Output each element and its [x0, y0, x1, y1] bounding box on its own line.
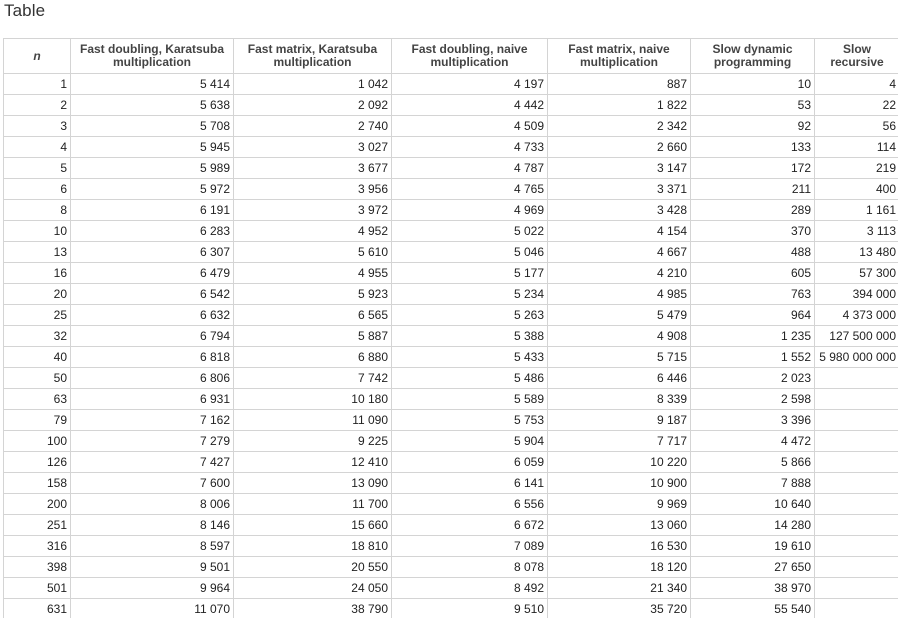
cell-fast-doubling-naive: 5 046: [392, 242, 548, 263]
cell-fast-matrix-naive: 3 147: [548, 158, 691, 179]
cell-fast-doubling-naive: 4 509: [392, 116, 548, 137]
cell-fast-matrix-naive: 21 340: [548, 578, 691, 599]
table-row: [4, 305, 899, 326]
cell-fast-matrix-karatsuba: 11 700: [234, 494, 392, 515]
table-row: [4, 557, 899, 578]
cell-fast-matrix-naive: 10 220: [548, 452, 691, 473]
cell-fast-doubling-naive: 6 556: [392, 494, 548, 515]
cell-fast-doubling-naive: 4 787: [392, 158, 548, 179]
cell-fast-doubling-naive: 5 486: [392, 368, 548, 389]
cell-fast-matrix-karatsuba: 10 180: [234, 389, 392, 410]
cell-n: 50: [4, 368, 71, 389]
table-row: [4, 242, 899, 263]
cell-slow-dynamic-programming: 19 610: [691, 536, 815, 557]
cell-fast-doubling-naive: 9 510: [392, 599, 548, 618]
cell-fast-doubling-karatsuba: 6 542: [71, 284, 234, 305]
cell-fast-doubling-karatsuba: 5 638: [71, 95, 234, 116]
cell-n: 40: [4, 347, 71, 368]
table-container[interactable]: [3, 38, 898, 618]
cell-fast-matrix-naive: 35 720: [548, 599, 691, 618]
cell-fast-matrix-karatsuba: 4 952: [234, 221, 392, 242]
cell-slow-dynamic-programming: 289: [691, 200, 815, 221]
cell-fast-matrix-karatsuba: 18 810: [234, 536, 392, 557]
cell-slow-dynamic-programming: 53: [691, 95, 815, 116]
cell-slow-dynamic-programming: 92: [691, 116, 815, 137]
cell-fast-matrix-naive: 2 342: [548, 116, 691, 137]
cell-n: 16: [4, 263, 71, 284]
cell-slow-dynamic-programming: 964: [691, 305, 815, 326]
cell-slow-dynamic-programming: 605: [691, 263, 815, 284]
cell-fast-doubling-karatsuba: 9 501: [71, 557, 234, 578]
cell-fast-doubling-naive: 8 492: [392, 578, 548, 599]
table-row: [4, 284, 899, 305]
cell-n: 6: [4, 179, 71, 200]
cell-fast-matrix-karatsuba: 24 050: [234, 578, 392, 599]
cell-slow-recursive: 22: [815, 95, 899, 116]
cell-fast-doubling-karatsuba: 8 146: [71, 515, 234, 536]
cell-fast-doubling-karatsuba: 11 070: [71, 599, 234, 618]
cell-fast-doubling-naive: 5 022: [392, 221, 548, 242]
cell-n: 100: [4, 431, 71, 452]
cell-fast-doubling-naive: 4 442: [392, 95, 548, 116]
table-row: [4, 368, 899, 389]
cell-slow-recursive: [815, 515, 899, 536]
cell-fast-doubling-karatsuba: 5 972: [71, 179, 234, 200]
cell-fast-matrix-naive: 9 969: [548, 494, 691, 515]
cell-fast-matrix-karatsuba: 5 610: [234, 242, 392, 263]
table-row: [4, 158, 899, 179]
cell-n: 158: [4, 473, 71, 494]
cell-fast-doubling-karatsuba: 9 964: [71, 578, 234, 599]
table-row: [4, 137, 899, 158]
cell-fast-doubling-naive: 5 388: [392, 326, 548, 347]
cell-fast-matrix-naive: 2 660: [548, 137, 691, 158]
cell-fast-matrix-karatsuba: 6 880: [234, 347, 392, 368]
column-header-fast-matrix-naive: Fast matrix, naive multiplication: [548, 39, 691, 74]
cell-slow-recursive: [815, 494, 899, 515]
cell-slow-recursive: 56: [815, 116, 899, 137]
cell-n: 126: [4, 452, 71, 473]
cell-fast-matrix-naive: 4 667: [548, 242, 691, 263]
cell-fast-matrix-karatsuba: 3 677: [234, 158, 392, 179]
table-row: [4, 200, 899, 221]
cell-fast-doubling-naive: 5 589: [392, 389, 548, 410]
cell-n: 398: [4, 557, 71, 578]
cell-slow-recursive: 3 113: [815, 221, 899, 242]
cell-fast-doubling-karatsuba: 6 794: [71, 326, 234, 347]
cell-n: 631: [4, 599, 71, 618]
cell-n: 32: [4, 326, 71, 347]
cell-slow-dynamic-programming: 14 280: [691, 515, 815, 536]
cell-fast-doubling-naive: 7 089: [392, 536, 548, 557]
cell-fast-doubling-naive: 5 753: [392, 410, 548, 431]
table-row: [4, 74, 899, 95]
column-header-fast-doubling-karatsuba: Fast doubling, Karatsuba multiplication: [71, 39, 234, 74]
table-row: [4, 494, 899, 515]
cell-n: 4: [4, 137, 71, 158]
cell-slow-dynamic-programming: 7 888: [691, 473, 815, 494]
column-header-slow-dynamic-programming: Slow dynamic programming: [691, 39, 815, 74]
cell-slow-dynamic-programming: 172: [691, 158, 815, 179]
cell-slow-dynamic-programming: 10: [691, 74, 815, 95]
cell-fast-doubling-karatsuba: 7 427: [71, 452, 234, 473]
cell-fast-doubling-naive: 6 672: [392, 515, 548, 536]
column-header-fast-doubling-naive: Fast doubling, naive multiplication: [392, 39, 548, 74]
cell-slow-recursive: [815, 599, 899, 618]
cell-fast-doubling-naive: 4 733: [392, 137, 548, 158]
cell-slow-dynamic-programming: 38 970: [691, 578, 815, 599]
cell-slow-dynamic-programming: 488: [691, 242, 815, 263]
table-row: [4, 347, 899, 368]
cell-fast-matrix-karatsuba: 3 972: [234, 200, 392, 221]
cell-slow-recursive: [815, 473, 899, 494]
cell-fast-doubling-naive: 8 078: [392, 557, 548, 578]
cell-fast-doubling-karatsuba: 5 708: [71, 116, 234, 137]
cell-fast-doubling-karatsuba: 5 414: [71, 74, 234, 95]
cell-fast-matrix-naive: 5 715: [548, 347, 691, 368]
cell-slow-recursive: 219: [815, 158, 899, 179]
cell-fast-matrix-naive: 1 822: [548, 95, 691, 116]
cell-slow-dynamic-programming: 10 640: [691, 494, 815, 515]
table-row: [4, 389, 899, 410]
cell-n: 20: [4, 284, 71, 305]
cell-fast-matrix-karatsuba: 3 956: [234, 179, 392, 200]
table-row: [4, 452, 899, 473]
cell-n: 1: [4, 74, 71, 95]
cell-n: 5: [4, 158, 71, 179]
cell-slow-recursive: [815, 557, 899, 578]
cell-slow-dynamic-programming: 5 866: [691, 452, 815, 473]
cell-fast-doubling-naive: 5 433: [392, 347, 548, 368]
cell-fast-doubling-karatsuba: 8 006: [71, 494, 234, 515]
cell-fast-doubling-karatsuba: 6 806: [71, 368, 234, 389]
cell-fast-doubling-naive: 5 263: [392, 305, 548, 326]
cell-slow-recursive: [815, 368, 899, 389]
cell-fast-doubling-karatsuba: 5 989: [71, 158, 234, 179]
cell-fast-matrix-naive: 5 479: [548, 305, 691, 326]
cell-slow-dynamic-programming: 4 472: [691, 431, 815, 452]
cell-fast-matrix-karatsuba: 9 225: [234, 431, 392, 452]
cell-slow-recursive: [815, 431, 899, 452]
cell-slow-recursive: [815, 452, 899, 473]
table-header: [4, 39, 899, 74]
cell-fast-matrix-karatsuba: 11 090: [234, 410, 392, 431]
cell-n: 10: [4, 221, 71, 242]
cell-n: 25: [4, 305, 71, 326]
cell-fast-doubling-karatsuba: 6 479: [71, 263, 234, 284]
cell-fast-matrix-naive: 9 187: [548, 410, 691, 431]
cell-fast-matrix-naive: 3 371: [548, 179, 691, 200]
header-row: [4, 39, 899, 74]
cell-n: 501: [4, 578, 71, 599]
cell-slow-recursive: 5 980 000 000: [815, 347, 899, 368]
cell-slow-dynamic-programming: 55 540: [691, 599, 815, 618]
cell-slow-dynamic-programming: 370: [691, 221, 815, 242]
cell-fast-doubling-naive: 6 059: [392, 452, 548, 473]
cell-fast-doubling-karatsuba: 6 283: [71, 221, 234, 242]
cell-fast-matrix-naive: 13 060: [548, 515, 691, 536]
cell-n: 316: [4, 536, 71, 557]
column-header-fast-matrix-karatsuba: Fast matrix, Karatsuba multiplication: [234, 39, 392, 74]
table-row: [4, 410, 899, 431]
cell-fast-matrix-karatsuba: 12 410: [234, 452, 392, 473]
cell-slow-recursive: 13 480: [815, 242, 899, 263]
cell-fast-doubling-karatsuba: 6 632: [71, 305, 234, 326]
cell-slow-recursive: [815, 536, 899, 557]
cell-slow-recursive: 4 373 000: [815, 305, 899, 326]
cell-n: 251: [4, 515, 71, 536]
cell-slow-recursive: [815, 389, 899, 410]
cell-n: 2: [4, 95, 71, 116]
cell-slow-dynamic-programming: 1 235: [691, 326, 815, 347]
cell-fast-matrix-naive: 7 717: [548, 431, 691, 452]
cell-n: 79: [4, 410, 71, 431]
cell-slow-dynamic-programming: 133: [691, 137, 815, 158]
cell-n: 13: [4, 242, 71, 263]
cell-fast-matrix-karatsuba: 4 955: [234, 263, 392, 284]
cell-fast-matrix-naive: 18 120: [548, 557, 691, 578]
cell-fast-doubling-naive: 4 197: [392, 74, 548, 95]
cell-slow-dynamic-programming: 2 023: [691, 368, 815, 389]
table-row: [4, 221, 899, 242]
cell-slow-recursive: [815, 410, 899, 431]
cell-slow-recursive: 394 000: [815, 284, 899, 305]
table-body: [4, 74, 899, 618]
cell-fast-matrix-karatsuba: 5 923: [234, 284, 392, 305]
cell-fast-matrix-karatsuba: 5 887: [234, 326, 392, 347]
cell-slow-recursive: 4: [815, 74, 899, 95]
cell-slow-dynamic-programming: 3 396: [691, 410, 815, 431]
cell-fast-doubling-naive: 5 234: [392, 284, 548, 305]
cell-n: 8: [4, 200, 71, 221]
cell-fast-doubling-naive: 5 177: [392, 263, 548, 284]
cell-slow-dynamic-programming: 763: [691, 284, 815, 305]
timing-table: [3, 38, 898, 618]
cell-fast-matrix-karatsuba: 3 027: [234, 137, 392, 158]
cell-slow-recursive: [815, 578, 899, 599]
cell-fast-doubling-naive: 4 969: [392, 200, 548, 221]
cell-fast-matrix-naive: 887: [548, 74, 691, 95]
cell-fast-matrix-naive: 16 530: [548, 536, 691, 557]
cell-fast-doubling-naive: 4 765: [392, 179, 548, 200]
column-header-slow-recursive: Slow recursive: [815, 39, 899, 74]
cell-fast-matrix-karatsuba: 6 565: [234, 305, 392, 326]
cell-fast-matrix-karatsuba: 2 740: [234, 116, 392, 137]
cell-fast-matrix-karatsuba: 1 042: [234, 74, 392, 95]
cell-fast-matrix-karatsuba: 7 742: [234, 368, 392, 389]
cell-fast-matrix-naive: 4 985: [548, 284, 691, 305]
table-row: [4, 116, 899, 137]
cell-fast-matrix-naive: 4 154: [548, 221, 691, 242]
table-row: [4, 95, 899, 116]
cell-slow-recursive: 127 500 000: [815, 326, 899, 347]
cell-fast-matrix-naive: 3 428: [548, 200, 691, 221]
cell-fast-doubling-karatsuba: 6 191: [71, 200, 234, 221]
cell-fast-doubling-karatsuba: 8 597: [71, 536, 234, 557]
cell-fast-matrix-naive: 8 339: [548, 389, 691, 410]
cell-fast-matrix-karatsuba: 38 790: [234, 599, 392, 618]
table-row: [4, 473, 899, 494]
cell-fast-doubling-naive: 5 904: [392, 431, 548, 452]
cell-fast-matrix-naive: 4 908: [548, 326, 691, 347]
table-row: [4, 179, 899, 200]
table-row: [4, 431, 899, 452]
table-row: [4, 599, 899, 618]
cell-fast-doubling-karatsuba: 7 600: [71, 473, 234, 494]
cell-n: 63: [4, 389, 71, 410]
cell-fast-doubling-karatsuba: 6 818: [71, 347, 234, 368]
cell-fast-matrix-karatsuba: 20 550: [234, 557, 392, 578]
cell-slow-dynamic-programming: 27 650: [691, 557, 815, 578]
table-row: [4, 536, 899, 557]
column-header-n: n: [4, 39, 71, 74]
page-title: Table: [4, 1, 46, 20]
table-row: [4, 263, 899, 284]
cell-n: 200: [4, 494, 71, 515]
cell-slow-dynamic-programming: 2 598: [691, 389, 815, 410]
table-row: [4, 578, 899, 599]
cell-slow-recursive: 57 300: [815, 263, 899, 284]
cell-fast-doubling-naive: 6 141: [392, 473, 548, 494]
cell-slow-dynamic-programming: 211: [691, 179, 815, 200]
cell-fast-doubling-karatsuba: 6 931: [71, 389, 234, 410]
cell-fast-matrix-karatsuba: 2 092: [234, 95, 392, 116]
cell-fast-matrix-naive: 6 446: [548, 368, 691, 389]
cell-slow-recursive: 1 161: [815, 200, 899, 221]
cell-slow-recursive: 400: [815, 179, 899, 200]
cell-fast-matrix-karatsuba: 15 660: [234, 515, 392, 536]
cell-fast-doubling-karatsuba: 5 945: [71, 137, 234, 158]
cell-fast-doubling-karatsuba: 7 162: [71, 410, 234, 431]
cell-fast-matrix-naive: 10 900: [548, 473, 691, 494]
cell-slow-recursive: 114: [815, 137, 899, 158]
cell-n: 3: [4, 116, 71, 137]
cell-fast-doubling-karatsuba: 6 307: [71, 242, 234, 263]
table-row: [4, 326, 899, 347]
cell-fast-matrix-karatsuba: 13 090: [234, 473, 392, 494]
table-row: [4, 515, 899, 536]
cell-slow-dynamic-programming: 1 552: [691, 347, 815, 368]
cell-fast-matrix-naive: 4 210: [548, 263, 691, 284]
cell-fast-doubling-karatsuba: 7 279: [71, 431, 234, 452]
